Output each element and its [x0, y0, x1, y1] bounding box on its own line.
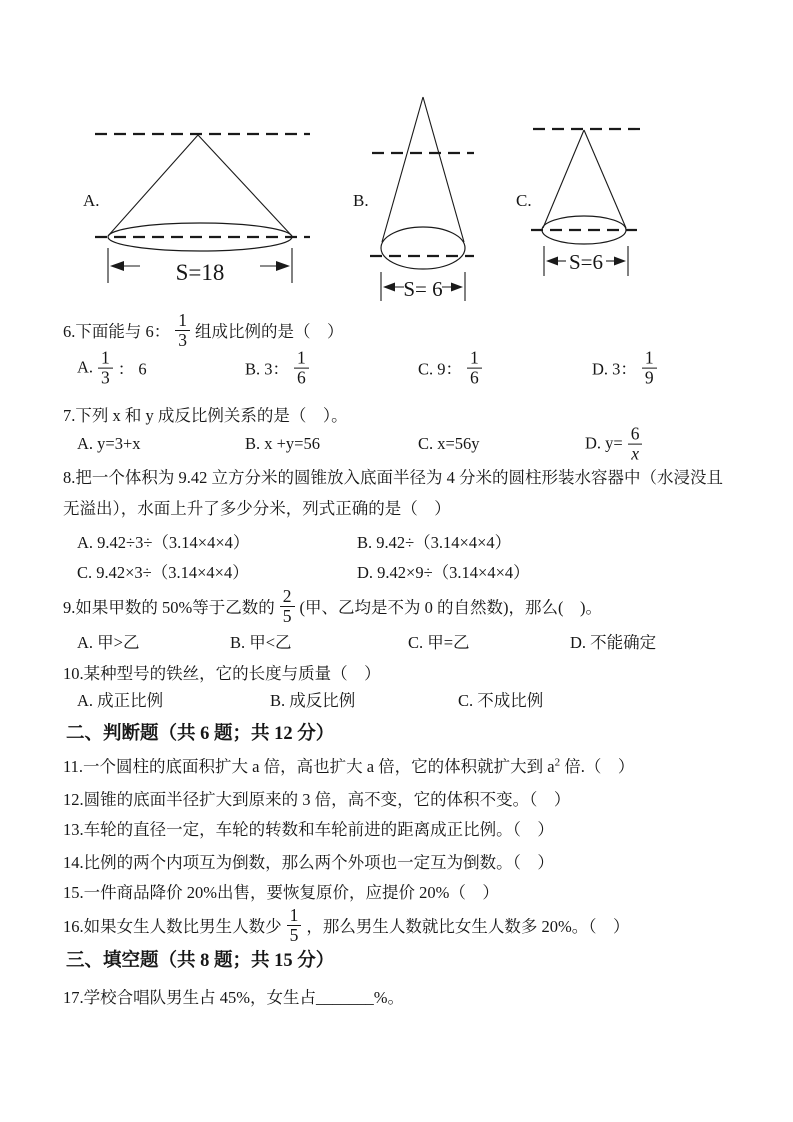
question-6-options — [0, 342, 793, 394]
option-b — [245, 434, 320, 454]
question-9-options — [0, 628, 793, 654]
arrow-left-icon — [383, 283, 395, 292]
option-c — [418, 434, 480, 454]
question-11-stem — [63, 753, 634, 777]
option-b — [357, 529, 511, 553]
question-17-text: %。 — [373, 988, 404, 1007]
option-d — [570, 629, 656, 653]
cone-c-measure: S=6 — [568, 250, 604, 274]
option-a — [77, 349, 147, 388]
section-3-title: 三、填空题（共 8 题；共 15 分） — [66, 951, 335, 971]
option-b — [230, 629, 292, 653]
denominator: 6 — [467, 368, 482, 388]
option-text: C. 9.42×3÷（3.14×4×4） — [77, 563, 249, 582]
numerator: 2 — [282, 585, 292, 606]
arrow-left-icon — [546, 257, 558, 266]
question-6-text: 6.下面能与 6： — [63, 322, 171, 341]
arrow-right-icon — [451, 283, 463, 292]
question-8-options-row-1 — [0, 528, 793, 554]
numerator: 6 — [630, 423, 640, 444]
option-b — [245, 349, 314, 388]
question-7-stem: 7.下列 x 和 y 成反比例关系的是（ ）。 — [63, 406, 348, 425]
question-10-options — [0, 686, 793, 712]
question-13-stem: 13.车轮的直径一定，车轮的转数和车轮前进的距离成正比例。（ ） — [63, 820, 554, 839]
cone-c-label: C. — [516, 191, 532, 210]
denominator: x — [628, 444, 642, 464]
option-label: C. 9： — [418, 360, 463, 379]
option-text: B. 9.42÷（3.14×4×4） — [357, 533, 512, 552]
denominator: 5 — [287, 925, 302, 945]
cone-a-label: A. — [83, 191, 100, 210]
option-text: B. 甲<乙 — [230, 633, 292, 652]
option-a — [77, 687, 163, 711]
numerator: 1 — [178, 309, 187, 330]
option-label: D. y= — [585, 434, 623, 453]
option-text: ： 6 — [117, 360, 147, 379]
option-text: A. 9.42÷3÷（3.14×4×4） — [77, 533, 250, 552]
cone-b-measure: S= 6 — [403, 277, 443, 301]
section-2-title: 二、判断题（共 6 题；共 12 分） — [66, 724, 335, 744]
option-c — [418, 349, 487, 388]
question-14-stem: 14.比例的两个内项互为倒数，那么两个外项也一定互为倒数。（ ） — [63, 853, 554, 872]
option-a — [77, 629, 139, 653]
denominator: 6 — [294, 368, 309, 388]
numerator: 1 — [289, 904, 299, 925]
option-c — [408, 629, 470, 653]
fraction — [642, 349, 657, 388]
answer-blank: _______ — [316, 988, 374, 1007]
option-text: C. 不成比例 — [458, 691, 544, 710]
fraction — [280, 587, 295, 626]
fraction — [294, 349, 309, 388]
arrow-right-icon — [276, 261, 290, 271]
option-a — [77, 529, 249, 553]
option-text: C. x=56y — [418, 434, 480, 453]
fraction — [467, 349, 482, 388]
cone-a-measure: S=18 — [175, 260, 225, 285]
question-6-text: 组成比例的是（ ） — [195, 322, 344, 341]
numerator: 1 — [470, 347, 479, 368]
option-label: A. — [77, 358, 94, 377]
question-16-text: 16.如果女生人数比男生人数少 — [63, 917, 282, 936]
question-12-stem: 12.圆锥的底面半径扩大到原来的 3 倍，高不变，它的体积不变。（ ） — [63, 790, 571, 809]
fraction — [98, 349, 113, 388]
option-label: B. 3： — [245, 360, 290, 379]
option-text: A. 成正比例 — [77, 691, 164, 710]
question-8-stem: 8.把一个体积为 9.42 立方分米的圆锥放入底面半径为 4 分米的圆柱形装水容器中（水浸没且无溢出），水面上升了多少分米，列式正确的是（ ） — [63, 468, 723, 518]
arrow-left-icon — [110, 261, 124, 271]
numerator: 1 — [101, 347, 110, 368]
denominator: 3 — [98, 368, 113, 388]
option-text: B. x +y=56 — [245, 434, 320, 453]
denominator: 9 — [642, 368, 657, 388]
option-label: D. 3： — [592, 360, 637, 379]
numerator: 1 — [644, 347, 654, 368]
cone-b-label: B. — [353, 191, 369, 210]
option-text: A. 甲>乙 — [77, 633, 140, 652]
fraction — [628, 425, 643, 464]
question-17-stem — [63, 984, 404, 1008]
option-d — [592, 349, 662, 388]
question-17-text: 17.学校合唱队男生占 45%，女生占 — [63, 988, 316, 1007]
option-c — [458, 687, 543, 711]
numerator: 1 — [297, 347, 306, 368]
question-11-text: 倍.（ ） — [560, 757, 635, 776]
option-d — [357, 559, 530, 583]
option-text: C. 甲=乙 — [408, 633, 470, 652]
option-a — [77, 434, 141, 454]
question-11-text: 11.一个圆柱的底面积扩大 a 倍，高也扩大 a 倍，它的体积就扩大到 a — [63, 757, 555, 776]
option-text: D. 不能确定 — [570, 633, 657, 652]
question-10-stem: 10.某种型号的铁丝，它的长度与质量（ ） — [63, 664, 381, 683]
question-9-stem — [63, 582, 602, 630]
option-d — [585, 425, 647, 464]
question-7-options — [0, 420, 793, 468]
question-15-stem: 15.一件商品降价 20%出售，要恢复原价，应提价 20%（ ） — [63, 883, 499, 902]
option-text: B. 成反比例 — [270, 691, 356, 710]
question-16-stem — [63, 901, 630, 949]
question-16-text: ，那么男生人数就比女生人数多 20%。（ ） — [306, 917, 630, 936]
option-c — [77, 559, 249, 583]
option-text: A. y=3+x — [77, 434, 141, 453]
denominator: 3 — [175, 330, 190, 350]
arrow-right-icon — [614, 257, 626, 266]
question-8-options-row-2 — [0, 558, 793, 584]
option-text: D. 9.42×9÷（3.14×4×4） — [357, 563, 530, 582]
cone-b-diagram — [370, 97, 474, 301]
cone-figure — [0, 90, 793, 305]
option-b — [270, 687, 355, 711]
question-9-text: (甲、乙均是不为 0 的自然数)，那么( )。 — [299, 598, 602, 617]
question-9-text: 9.如果甲数的 50%等于乙数的 — [63, 598, 275, 617]
denominator: 5 — [280, 606, 295, 626]
fraction — [287, 906, 302, 945]
superscript: 2 — [554, 756, 561, 769]
